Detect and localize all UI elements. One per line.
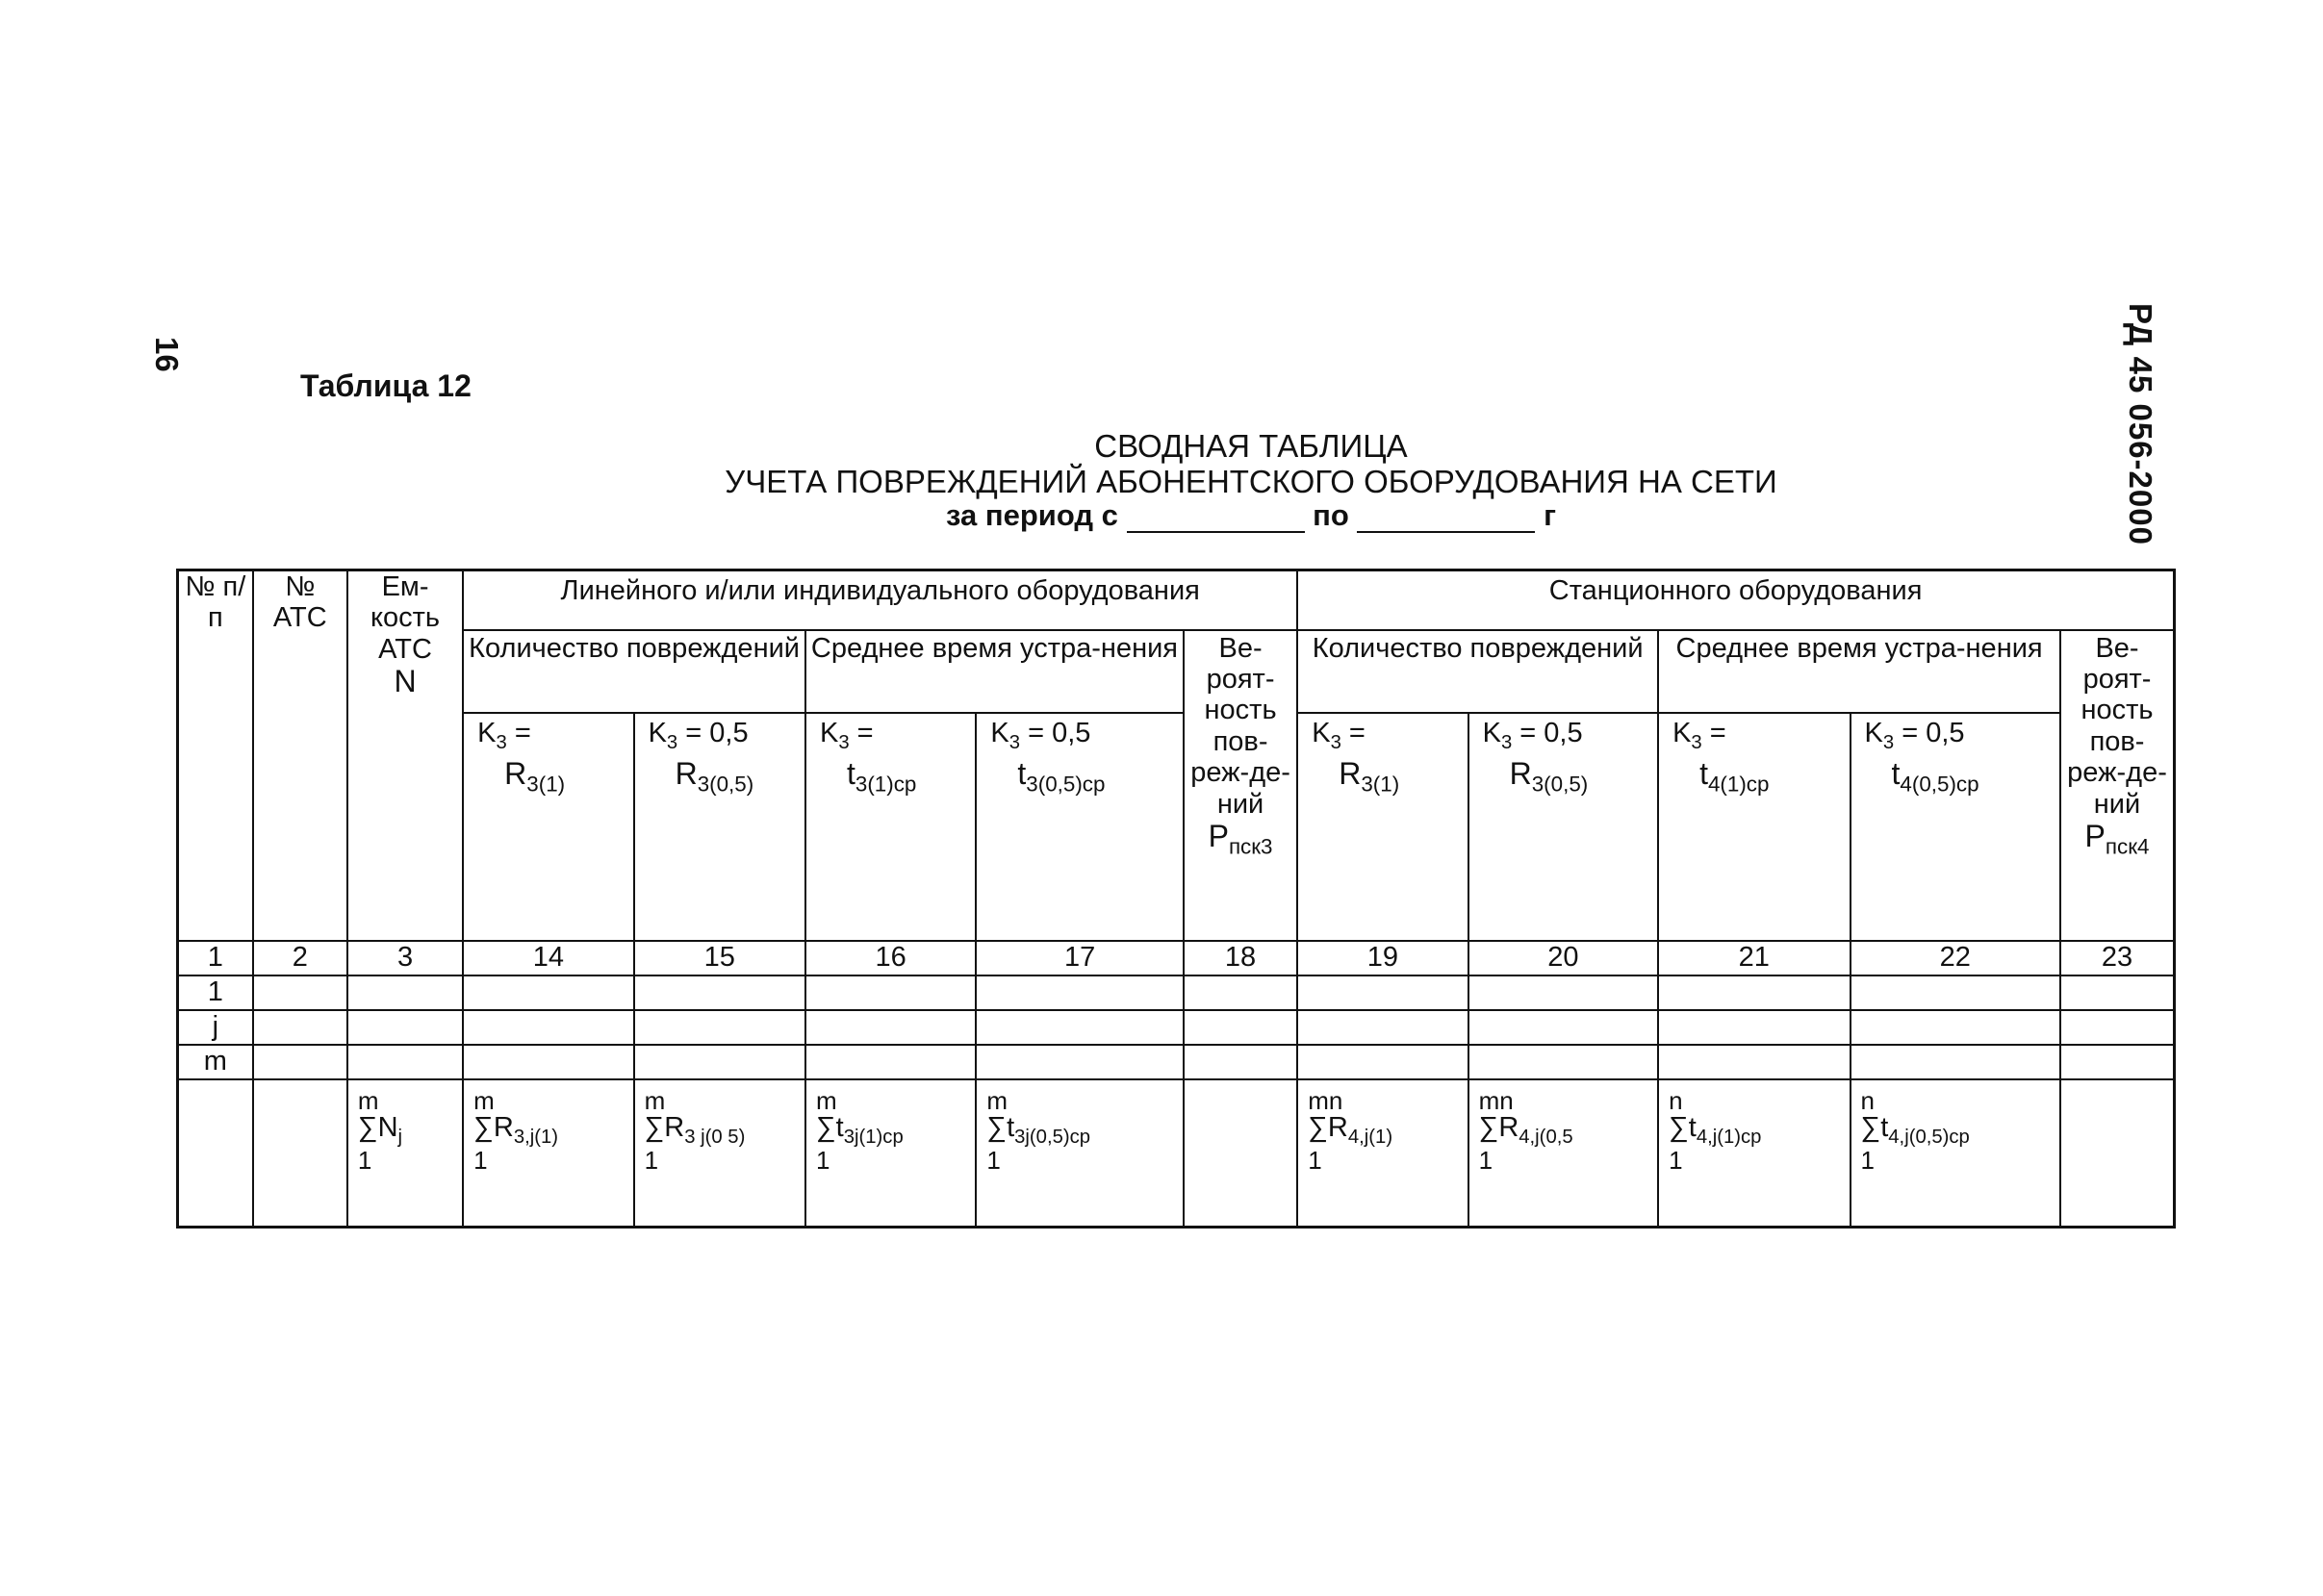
header-station-probability-label: Ве-роят-ность пов-реж-де-ний — [2067, 632, 2167, 820]
header-param-line-t1: $K_3$ = $t_{3(1)ср}$ — [805, 713, 976, 941]
total-station-r1: mn $\sum R_{4,j(1)}$ 1 — [1297, 1079, 1468, 1228]
header-line-damage-count: Количество повреждений — [463, 630, 805, 713]
table-label: Таблица 12 — [300, 368, 472, 403]
page-number: 16 — [149, 337, 185, 372]
total-station-r05: mn $\sum R_{4,j(0,5}$ 1 — [1468, 1079, 1658, 1228]
header-station-damage-count: Количество повреждений — [1297, 630, 1658, 713]
header-station-probability — [2060, 630, 2174, 941]
total-line-r1: m $\sum R_{3,j(1)}$ 1 — [463, 1079, 633, 1228]
header-param-line-t05: $K_3 = 0,5$ $t_{3(0,5)ср}$ — [976, 713, 1184, 941]
header-param-station-r05: $K_3 = 0,5$ $R_{3(0,5)}$ — [1468, 713, 1658, 941]
header-group-station-equipment: Станционного оборудования — [1297, 570, 2174, 630]
column-number: 14 — [463, 941, 633, 975]
column-number: 3 — [347, 941, 463, 975]
header-ats: № АТС — [253, 570, 347, 941]
header-line-repair-time: Среднее время устра-нения — [805, 630, 1184, 713]
total-line-t05: m $\sum t_{3j(0,5)ср}$ 1 — [976, 1079, 1184, 1228]
period-end-blank — [1357, 502, 1535, 533]
header-param-station-r1: $K_3$ = $R_{3(1)}$ — [1297, 713, 1468, 941]
header-row-subgroups — [178, 630, 2175, 713]
total-station-t1: n $\sum t_{4,j(1)ср}$ 1 — [1658, 1079, 1850, 1228]
period-suffix: г — [1544, 498, 1556, 532]
column-number: 15 — [634, 941, 805, 975]
total-capacity: m $\sum N_j$ 1 — [347, 1079, 463, 1228]
header-line-probability-label: Ве-роят-ность пов-реж-де-ний — [1190, 632, 1290, 820]
total-station-t05: n $\sum t_{4,j(0,5)ср}$ 1 — [1851, 1079, 2061, 1228]
header-line-probability — [1184, 630, 1297, 941]
header-capacity-symbol: N — [394, 664, 417, 699]
column-number: 2 — [253, 941, 347, 975]
period-line — [0, 498, 2323, 533]
period-mid: по — [1313, 498, 1349, 532]
table-row — [178, 975, 2175, 1010]
column-number: 21 — [1658, 941, 1850, 975]
table-row — [178, 1010, 2175, 1045]
header-capacity — [347, 570, 463, 941]
row-label: 1 — [178, 975, 253, 1010]
table-title-line-2: УЧЕТА ПОВРЕЖДЕНИЙ АБОНЕНТСКОГО ОБОРУДОВАНИЯ НА СЕТИ — [725, 464, 1777, 499]
header-row-groups — [178, 570, 2175, 630]
document-code: РД 45 056-2000 — [2123, 303, 2158, 545]
column-number: 20 — [1468, 941, 1658, 975]
header-group-line-equipment: Линейного и/или индивидуального оборудования — [463, 570, 1297, 630]
row-label: j — [178, 1010, 253, 1045]
header-station-repair-time: Среднее время устра-нения — [1658, 630, 2060, 713]
column-number: 23 — [2060, 941, 2174, 975]
header-npp: № п/п — [178, 570, 253, 941]
header-station-probability-symbol: $P_{пск4}$ — [2084, 819, 2150, 859]
header-param-line-r1: $K_3$ = $R_{3(1)}$ — [463, 713, 633, 941]
column-number: 1 — [178, 941, 253, 975]
header-param-station-t1: $K_3$ = $t_{4(1)ср}$ — [1658, 713, 1850, 941]
column-number-row — [178, 941, 2175, 975]
column-number: 22 — [1851, 941, 2061, 975]
total-line-t1: m $\sum t_{3j(1)ср}$ 1 — [805, 1079, 976, 1228]
table-title-line-1: СВОДНАЯ ТАБЛИЦА — [1094, 428, 1408, 464]
column-number: 17 — [976, 941, 1184, 975]
period-start-blank — [1127, 502, 1305, 533]
column-number: 18 — [1184, 941, 1297, 975]
table-row — [178, 1045, 2175, 1079]
summary-table — [176, 569, 2176, 1229]
period-prefix: за период с — [946, 498, 1118, 532]
header-row-params — [178, 713, 2175, 941]
totals-row — [178, 1079, 2175, 1228]
header-param-line-r05: $K_3 = 0,5$ $R_{3(0,5)}$ — [634, 713, 805, 941]
column-number: 16 — [805, 941, 976, 975]
header-line-probability-symbol: $P_{пск3}$ — [1208, 819, 1273, 859]
total-line-r05: m $\sum R_{3 j(0 5)}$ 1 — [634, 1079, 805, 1228]
header-capacity-label: Ем-кость АТС — [370, 571, 441, 665]
column-number: 19 — [1297, 941, 1468, 975]
header-param-station-t05: $K_3 = 0,5$ $t_{4(0,5)ср}$ — [1851, 713, 2061, 941]
row-label: m — [178, 1045, 253, 1079]
